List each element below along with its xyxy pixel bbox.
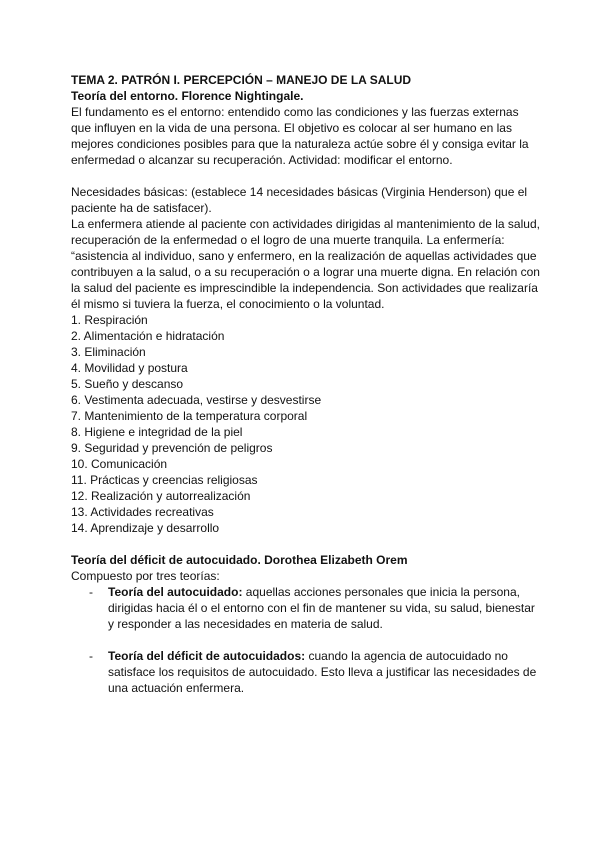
list-item: 14. Aprendizaje y desarrollo <box>71 521 220 535</box>
spacer <box>71 168 541 184</box>
list-item: 4. Movilidad y postura <box>71 361 188 375</box>
list-item: 11. Prácticas y creencias religiosas <box>71 473 258 487</box>
bullet-item-deficit <box>71 648 541 696</box>
section-heading-nightingale: Teoría del entorno. Florence Nightingale. <box>71 89 304 103</box>
henderson-paragraph: La enfermera atiende al paciente con actividades dirigidas al mantenimiento de la salud, recuperación de la enfermedad o el logro de una muerte tranquila. La enfermería: “asistencia al individuo, sano y enfermero, en la realización de aquellas actividades que contribuyen a la salud, o a su recuperación o a lograr una muerte digna. En relación con la salud del paciente es imprescindible la independencia. Son actividades que realizaría él mismo si tuviera la fuerza, el conocimiento o la voluntad. <box>71 217 540 311</box>
document-page <box>71 72 541 696</box>
page-title: TEMA 2. PATRÓN I. PERCEPCIÓN – MANEJO DE LA SALUD <box>71 73 412 87</box>
henderson-intro: Necesidades básicas: (establece 14 necesidades básicas (Virginia Henderson) que el paciente ha de satisfacer). <box>71 185 528 215</box>
list-item: 1. Respiración <box>71 313 148 327</box>
list-item: 13. Actividades recreativas <box>71 505 214 519</box>
bullet-term: Teoría del déficit de autocuidados: <box>108 649 306 663</box>
bullet-marker: - <box>89 585 93 599</box>
list-item: 9. Seguridad y prevención de peligros <box>71 441 273 455</box>
needs-list <box>71 312 541 536</box>
list-item: 3. Eliminación <box>71 345 146 359</box>
spacer <box>71 536 541 552</box>
orem-intro: Compuesto por tres teorías: <box>71 569 220 583</box>
list-item: 10. Comunicación <box>71 457 168 471</box>
bullet-description: cuando la agencia de autocuidado no satisface los requisitos de autocuidado. Esto lleva a justificar las necesidades de una actuación enfermera. <box>108 649 537 695</box>
bullet-term: Teoría del autocuidado: <box>108 585 243 599</box>
list-item: 12. Realización y autorrealización <box>71 489 251 503</box>
nightingale-paragraph: El fundamento es el entorno: entendido como las condiciones y las fuerzas externas que influyen en la vida de una persona. El objetivo es colocar al ser humano en las mejores condiciones posibles para que la naturaleza actúe sobre él y consiga evitar la enfermedad o alcanzar su recuperación. Actividad: modificar el entorno. <box>71 105 529 167</box>
spacer <box>71 632 541 648</box>
bullet-description: aquellas acciones personales que inicia la persona, dirigidas hacia él o el entorno con el fin de mantener su vida, su salud, bienestar y responder a las necesidades en materia de salud. <box>108 585 535 631</box>
list-item: 8. Higiene e integridad de la piel <box>71 425 243 439</box>
bullet-text <box>108 648 541 696</box>
bullet-item-autocuidado <box>71 584 541 632</box>
list-item: 2. Alimentación e hidratación <box>71 329 225 343</box>
section-heading-orem: Teoría del déficit de autocuidado. Dorothea Elizabeth Orem <box>71 553 408 567</box>
bullet-text <box>108 584 541 632</box>
list-item: 5. Sueño y descanso <box>71 377 184 391</box>
bullet-marker: - <box>89 649 93 663</box>
list-item: 7. Mantenimiento de la temperatura corporal <box>71 409 308 423</box>
list-item: 6. Vestimenta adecuada, vestirse y desvestirse <box>71 393 322 407</box>
